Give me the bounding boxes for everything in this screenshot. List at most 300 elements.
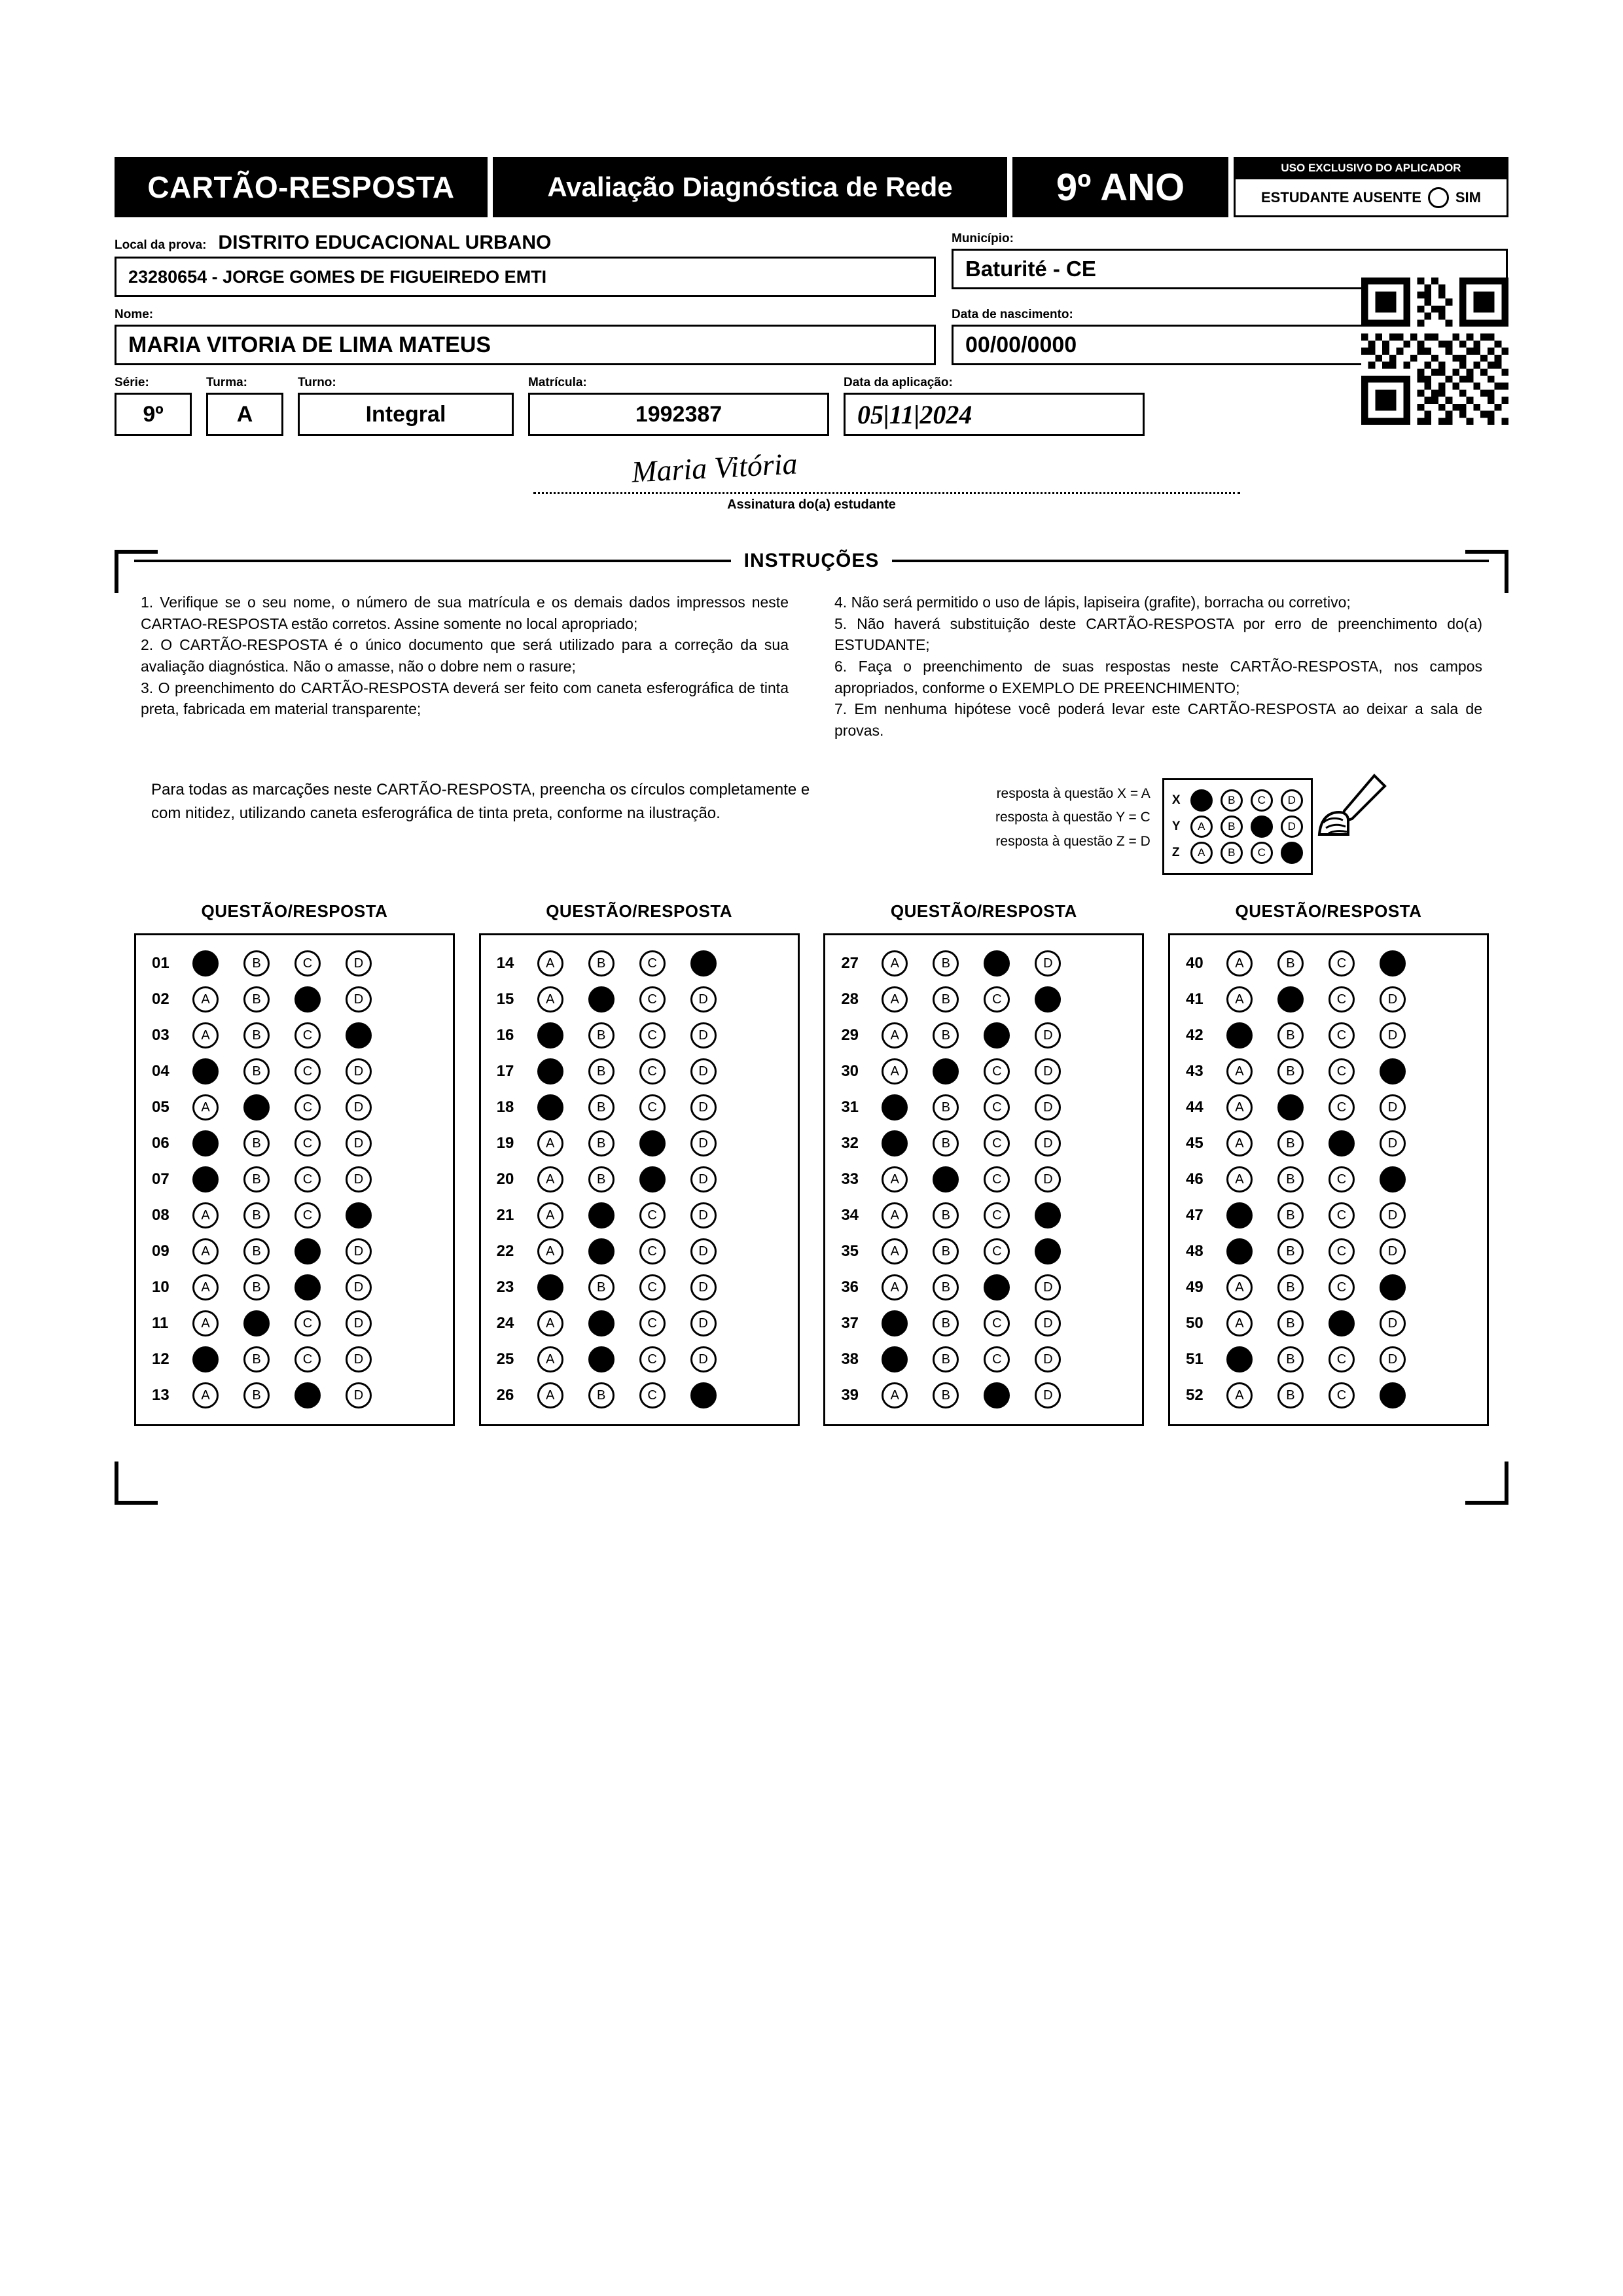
row-nome-nascimento (115, 308, 1508, 365)
answer-bubble-c[interactable]: C (294, 1310, 321, 1336)
answer-options (1226, 1058, 1406, 1085)
answer-bubble-a[interactable] (882, 1130, 908, 1157)
answer-bubble-a[interactable] (882, 1310, 908, 1336)
answer-bubble-a[interactable]: A (537, 950, 563, 977)
answer-bubble-a[interactable] (1226, 1346, 1253, 1372)
ausente-bubble[interactable] (1428, 187, 1449, 208)
answer-bubble-b[interactable]: B (588, 1058, 615, 1085)
corner-mark-bottom-left (115, 1462, 158, 1505)
answer-bubble-a[interactable] (192, 1130, 219, 1157)
example-bubble-c[interactable]: C (1251, 789, 1273, 812)
question-number: 30 (841, 1062, 859, 1081)
answer-bubble-d[interactable]: D (1035, 1022, 1061, 1049)
answer-bubble-c[interactable]: C (639, 1346, 666, 1372)
row-local-municipio (115, 232, 1508, 297)
answer-bubble-b[interactable]: B (243, 1130, 270, 1157)
answer-bubble-d[interactable]: D (346, 1310, 372, 1336)
uso-exclusivo-label: USO EXCLUSIVO DO APLICADOR (1234, 157, 1508, 179)
answer-bubble-b[interactable]: B (933, 986, 959, 1013)
instructions-title-row (134, 550, 1489, 572)
example-bubble-c[interactable]: C (1251, 842, 1273, 864)
answer-bubble-b[interactable]: B (588, 1022, 615, 1049)
question-number: 27 (841, 954, 859, 973)
answer-bubble-a[interactable] (192, 1346, 219, 1372)
answer-bubble-d[interactable]: D (346, 1094, 372, 1121)
answer-bubble-c[interactable]: C (1329, 1166, 1355, 1193)
answer-bubble-c[interactable]: C (639, 950, 666, 977)
answer-bubble-b[interactable]: B (243, 1022, 270, 1049)
answers-column (479, 933, 800, 1426)
answer-bubble-b[interactable]: B (243, 1238, 270, 1265)
answer-bubble-d[interactable]: D (346, 1238, 372, 1265)
answer-bubble-c[interactable]: C (1329, 1382, 1355, 1408)
answer-bubble-a[interactable]: A (192, 1202, 219, 1229)
answer-bubble-a[interactable]: A (882, 1238, 908, 1265)
answer-bubble-b[interactable] (933, 1058, 959, 1085)
answer-options (192, 1346, 372, 1372)
answer-bubble-d[interactable]: D (690, 1058, 717, 1085)
question-number: 39 (841, 1386, 859, 1405)
answer-bubble-a[interactable]: A (882, 950, 908, 977)
answer-bubble-b[interactable]: B (933, 1310, 959, 1336)
answer-bubble-c[interactable]: C (1329, 950, 1355, 977)
answer-bubble-a[interactable] (1226, 1202, 1253, 1229)
example-bubble-b[interactable]: B (1221, 842, 1243, 864)
answer-bubble-c[interactable]: C (639, 1310, 666, 1336)
answer-bubble-d[interactable]: D (1035, 1382, 1061, 1408)
answer-bubble-c[interactable]: C (984, 1166, 1010, 1193)
answer-bubble-a[interactable]: A (192, 986, 219, 1013)
answer-bubble-b[interactable] (588, 1238, 615, 1265)
answer-bubble-b[interactable]: B (1277, 950, 1304, 977)
answer-bubble-d[interactable]: D (346, 950, 372, 977)
answer-bubble-a[interactable]: A (1226, 1274, 1253, 1300)
answer-bubble-d[interactable] (690, 1382, 717, 1408)
corner-mark-bottom-right (1465, 1462, 1508, 1505)
answer-bubble-a[interactable]: A (192, 1382, 219, 1408)
answer-bubble-a[interactable]: A (1226, 1130, 1253, 1157)
answer-bubble-c[interactable] (294, 1238, 321, 1265)
answer-bubble-b[interactable]: B (933, 950, 959, 977)
example-bubble-b[interactable]: B (1221, 789, 1243, 812)
answer-bubble-c[interactable]: C (1329, 1202, 1355, 1229)
answer-row (143, 1126, 446, 1162)
answer-bubble-a[interactable]: A (1226, 1058, 1253, 1085)
answer-row (1177, 1054, 1480, 1090)
answer-bubble-a[interactable] (1226, 1238, 1253, 1265)
question-number: 44 (1185, 1098, 1204, 1117)
answer-bubble-c[interactable]: C (639, 986, 666, 1013)
answer-bubble-c[interactable]: C (294, 1022, 321, 1049)
answer-bubble-c[interactable]: C (639, 1094, 666, 1121)
answer-bubble-a[interactable] (1226, 1022, 1253, 1049)
example-illustration (995, 778, 1390, 875)
answer-bubble-c[interactable] (639, 1130, 666, 1157)
answer-bubble-a[interactable]: A (537, 1130, 563, 1157)
answer-bubble-b[interactable]: B (1277, 1022, 1304, 1049)
answer-bubble-d[interactable]: D (346, 1382, 372, 1408)
answer-options (1226, 1346, 1406, 1372)
answer-bubble-b[interactable] (1277, 986, 1304, 1013)
answer-bubble-a[interactable]: A (192, 1238, 219, 1265)
answer-options (537, 950, 717, 977)
answer-bubble-c[interactable]: C (639, 1382, 666, 1408)
answer-bubble-c[interactable]: C (294, 1058, 321, 1085)
answer-bubble-a[interactable]: A (537, 986, 563, 1013)
answer-bubble-a[interactable]: A (192, 1310, 219, 1336)
answer-bubble-a[interactable] (882, 1094, 908, 1121)
header-bar (115, 157, 1508, 217)
answer-bubble-b[interactable]: B (933, 1346, 959, 1372)
answer-row (832, 1018, 1135, 1054)
answer-options (537, 1166, 717, 1193)
answer-bubble-b[interactable]: B (243, 1274, 270, 1300)
answer-bubble-b[interactable]: B (933, 1274, 959, 1300)
answer-bubble-d[interactable] (1035, 986, 1061, 1013)
answer-bubble-b[interactable]: B (1277, 1238, 1304, 1265)
answer-bubble-d[interactable]: D (1035, 1310, 1061, 1336)
answer-bubble-c[interactable] (1329, 1130, 1355, 1157)
answer-bubble-b[interactable] (243, 1310, 270, 1336)
question-number: 51 (1185, 1350, 1204, 1369)
answer-bubble-d[interactable] (346, 1022, 372, 1049)
nome-label: Nome: (115, 308, 154, 321)
answer-bubble-d[interactable]: D (1380, 1202, 1406, 1229)
answer-bubble-d[interactable]: D (1035, 1058, 1061, 1085)
answer-bubble-c[interactable]: C (639, 1202, 666, 1229)
answer-bubble-d[interactable]: D (1380, 1238, 1406, 1265)
question-number: 29 (841, 1026, 859, 1045)
example-row (151, 778, 1482, 875)
answer-bubble-a[interactable]: A (1226, 1166, 1253, 1193)
answer-bubble-d[interactable] (1380, 1166, 1406, 1193)
answer-bubble-d[interactable]: D (1380, 1130, 1406, 1157)
answer-bubble-d[interactable]: D (346, 986, 372, 1013)
answer-bubble-d[interactable]: D (1035, 1166, 1061, 1193)
answer-options (192, 1058, 372, 1085)
answer-bubble-c[interactable] (639, 1166, 666, 1193)
example-label-y: resposta à questão Y = C (995, 810, 1150, 825)
answer-bubble-c[interactable] (294, 986, 321, 1013)
answer-bubble-c[interactable]: C (1329, 1022, 1355, 1049)
answer-bubble-c[interactable] (1329, 1310, 1355, 1336)
answer-bubble-d[interactable] (346, 1202, 372, 1229)
answer-row (1177, 1378, 1480, 1414)
answer-row (832, 1306, 1135, 1342)
answer-bubble-d[interactable]: D (1380, 986, 1406, 1013)
answer-options (1226, 950, 1406, 977)
answer-bubble-b[interactable]: B (1277, 1274, 1304, 1300)
answer-bubble-b[interactable]: B (933, 1130, 959, 1157)
answer-row (1177, 982, 1480, 1018)
answer-row (832, 1054, 1135, 1090)
nascimento-value: 00/00/0000 (952, 325, 1508, 365)
ano-title: 9º ANO (1012, 157, 1228, 217)
answer-bubble-c[interactable]: C (294, 1094, 321, 1121)
answer-bubble-c[interactable]: C (984, 1130, 1010, 1157)
answer-bubble-c[interactable]: C (984, 1202, 1010, 1229)
answer-bubble-b[interactable]: B (1277, 1310, 1304, 1336)
answer-bubble-b[interactable]: B (1277, 1382, 1304, 1408)
answer-bubble-d[interactable]: D (1035, 1130, 1061, 1157)
answer-bubble-c[interactable]: C (984, 1094, 1010, 1121)
answer-bubble-b[interactable]: B (933, 1022, 959, 1049)
question-number: 10 (152, 1278, 169, 1297)
answer-bubble-a[interactable]: A (1226, 1310, 1253, 1336)
answer-bubble-b[interactable]: B (933, 1238, 959, 1265)
answer-bubble-a[interactable] (537, 1094, 563, 1121)
answer-bubble-a[interactable] (882, 1346, 908, 1372)
answer-bubble-a[interactable]: A (1226, 950, 1253, 977)
answer-bubble-d[interactable]: D (690, 1094, 717, 1121)
answer-bubble-b[interactable]: B (243, 1202, 270, 1229)
answer-bubble-c[interactable] (984, 950, 1010, 977)
answer-bubble-b[interactable]: B (243, 1058, 270, 1085)
answer-bubble-d[interactable]: D (1380, 1310, 1406, 1336)
answer-bubble-a[interactable] (537, 1274, 563, 1300)
answer-bubble-b[interactable]: B (588, 1382, 615, 1408)
answer-bubble-c[interactable]: C (294, 1202, 321, 1229)
estudante-ausente-label: ESTUDANTE AUSENTE (1261, 188, 1421, 206)
uso-exclusivo-box (1234, 157, 1508, 217)
answer-row (488, 1342, 791, 1378)
answer-bubble-b[interactable]: B (1277, 1058, 1304, 1085)
answer-bubble-a[interactable]: A (882, 1202, 908, 1229)
example-row-x (1172, 789, 1303, 812)
answer-row (832, 1162, 1135, 1198)
turno-value: Integral (298, 393, 514, 436)
answer-bubble-c[interactable]: C (294, 1166, 321, 1193)
answer-bubble-b[interactable] (588, 1310, 615, 1336)
answer-bubble-d[interactable]: D (690, 1022, 717, 1049)
answer-row (832, 1198, 1135, 1234)
answer-bubble-b[interactable] (588, 986, 615, 1013)
answer-bubble-b[interactable] (588, 1346, 615, 1372)
question-number: 02 (152, 990, 169, 1009)
answer-row (143, 1306, 446, 1342)
answer-bubble-a[interactable]: A (882, 986, 908, 1013)
answer-bubble-c[interactable]: C (1329, 1058, 1355, 1085)
answer-bubble-d[interactable] (1380, 1382, 1406, 1408)
answer-bubble-d[interactable]: D (690, 1310, 717, 1336)
answer-bubble-a[interactable]: A (882, 1382, 908, 1408)
answer-bubble-c[interactable] (984, 1274, 1010, 1300)
answer-bubble-a[interactable] (192, 950, 219, 977)
answer-bubble-c[interactable] (984, 1382, 1010, 1408)
question-number: 31 (841, 1098, 859, 1117)
answer-bubble-a[interactable]: A (537, 1346, 563, 1372)
answer-bubble-d[interactable]: D (346, 1130, 372, 1157)
answer-bubble-b[interactable]: B (243, 1382, 270, 1408)
question-number: 09 (152, 1242, 169, 1261)
answer-bubble-d[interactable] (690, 950, 717, 977)
answers-section (115, 901, 1508, 1465)
answer-bubble-d[interactable] (1035, 1202, 1061, 1229)
answer-bubble-a[interactable]: A (192, 1022, 219, 1049)
answers-header-2: QUESTÃO/RESPOSTA (546, 901, 733, 921)
example-bubble-d[interactable]: D (1281, 816, 1303, 838)
answer-bubble-b[interactable]: B (588, 1094, 615, 1121)
answer-bubble-c[interactable]: C (294, 1130, 321, 1157)
answer-bubble-d[interactable]: D (690, 1202, 717, 1229)
answer-bubble-d[interactable]: D (1035, 1094, 1061, 1121)
answer-bubble-a[interactable]: A (1226, 986, 1253, 1013)
answer-options (882, 1274, 1061, 1300)
answer-bubble-d[interactable] (1380, 950, 1406, 977)
answer-bubble-c[interactable]: C (984, 1310, 1010, 1336)
answer-bubble-b[interactable]: B (243, 950, 270, 977)
answer-bubble-c[interactable]: C (639, 1058, 666, 1085)
answer-row (143, 1090, 446, 1126)
answer-options (882, 1166, 1061, 1193)
answer-bubble-c[interactable] (294, 1274, 321, 1300)
answer-bubble-a[interactable]: A (1226, 1382, 1253, 1408)
answer-bubble-a[interactable]: A (537, 1166, 563, 1193)
signature-area (115, 446, 1508, 525)
answer-bubble-b[interactable]: B (933, 1202, 959, 1229)
answer-bubble-b[interactable] (588, 1202, 615, 1229)
answer-bubble-a[interactable]: A (1226, 1094, 1253, 1121)
answer-bubble-b[interactable]: B (243, 1346, 270, 1372)
answer-bubble-d[interactable]: D (346, 1166, 372, 1193)
answer-bubble-c[interactable]: C (294, 1346, 321, 1372)
answer-bubble-b[interactable] (243, 1094, 270, 1121)
answer-bubble-a[interactable]: A (882, 1058, 908, 1085)
example-bubble-d[interactable]: D (1281, 842, 1303, 864)
example-bubble-b[interactable]: B (1221, 816, 1243, 838)
answer-bubble-b[interactable]: B (933, 1382, 959, 1408)
answer-bubble-a[interactable]: A (537, 1238, 563, 1265)
answer-bubble-d[interactable]: D (690, 1130, 717, 1157)
answer-bubble-a[interactable] (192, 1058, 219, 1085)
answer-bubble-c[interactable] (294, 1382, 321, 1408)
field-turma (206, 376, 283, 436)
answer-bubble-d[interactable]: D (346, 1346, 372, 1372)
answer-bubble-c[interactable]: C (984, 1238, 1010, 1265)
answer-bubble-b[interactable]: B (588, 1130, 615, 1157)
answer-bubble-c[interactable]: C (1329, 1094, 1355, 1121)
answer-bubble-d[interactable]: D (690, 1346, 717, 1372)
question-number: 13 (152, 1386, 169, 1405)
cartao-resposta-title: CARTÃO-RESPOSTA (115, 157, 488, 217)
answer-row (832, 1342, 1135, 1378)
answer-bubble-a[interactable]: A (192, 1094, 219, 1121)
answer-bubble-a[interactable]: A (537, 1382, 563, 1408)
answer-bubble-d[interactable]: D (1380, 1094, 1406, 1121)
answer-bubble-b[interactable]: B (243, 986, 270, 1013)
example-bubble-a[interactable]: A (1190, 789, 1213, 812)
nascimento-label: Data de nascimento: (952, 308, 1073, 321)
question-number: 38 (841, 1350, 859, 1369)
answer-bubble-b[interactable]: B (1277, 1346, 1304, 1372)
answer-bubble-a[interactable]: A (882, 1274, 908, 1300)
answer-bubble-d[interactable]: D (1380, 1346, 1406, 1372)
answer-bubble-d[interactable]: D (346, 1058, 372, 1085)
answer-bubble-a[interactable] (192, 1166, 219, 1193)
answer-row (488, 1126, 791, 1162)
answer-bubble-a[interactable] (537, 1058, 563, 1085)
answer-bubble-c[interactable]: C (984, 986, 1010, 1013)
answer-bubble-c[interactable]: C (639, 1022, 666, 1049)
answer-bubble-c[interactable] (984, 1022, 1010, 1049)
answer-bubble-c[interactable]: C (1329, 1238, 1355, 1265)
answers-column (823, 933, 1144, 1426)
question-number: 22 (496, 1242, 514, 1261)
question-number: 15 (496, 990, 514, 1009)
answer-bubble-b[interactable]: B (933, 1094, 959, 1121)
answer-row (488, 1090, 791, 1126)
answer-bubble-d[interactable] (1380, 1274, 1406, 1300)
example-bubble-d[interactable]: D (1281, 789, 1303, 812)
data-aplicacao-label: Data da aplicação: (844, 376, 953, 389)
answer-bubble-d[interactable]: D (1035, 950, 1061, 977)
answer-bubble-c[interactable]: C (984, 1058, 1010, 1085)
answer-bubble-c[interactable]: C (1329, 1346, 1355, 1372)
answer-bubble-a[interactable]: A (537, 1310, 563, 1336)
answer-bubble-d[interactable]: D (1035, 1346, 1061, 1372)
answer-bubble-a[interactable]: A (192, 1274, 219, 1300)
example-bubble-a[interactable]: A (1190, 842, 1213, 864)
signature-caption: Assinatura do(a) estudante (727, 497, 896, 512)
answer-row (1177, 1342, 1480, 1378)
answer-bubble-d[interactable]: D (690, 1238, 717, 1265)
answer-bubble-d[interactable] (1035, 1238, 1061, 1265)
local-title: DISTRITO EDUCACIONAL URBANO (218, 232, 552, 253)
answer-bubble-b[interactable]: B (588, 950, 615, 977)
answer-bubble-d[interactable]: D (690, 1274, 717, 1300)
answer-bubble-d[interactable]: D (1035, 1274, 1061, 1300)
example-bubble-c[interactable]: C (1251, 816, 1273, 838)
question-number: 04 (152, 1062, 169, 1081)
answer-bubble-b[interactable]: B (1277, 1130, 1304, 1157)
answer-bubble-c[interactable]: C (639, 1274, 666, 1300)
answer-bubble-a[interactable]: A (537, 1202, 563, 1229)
answer-bubble-c[interactable]: C (1329, 1274, 1355, 1300)
answer-bubble-d[interactable]: D (690, 986, 717, 1013)
answer-options (882, 1130, 1061, 1157)
answer-bubble-b[interactable] (933, 1166, 959, 1193)
answer-row (143, 946, 446, 982)
answer-bubble-a[interactable]: A (882, 1022, 908, 1049)
answer-options (1226, 1274, 1406, 1300)
answer-bubble-a[interactable]: A (882, 1166, 908, 1193)
question-number: 28 (841, 990, 859, 1009)
answer-row (1177, 1234, 1480, 1270)
example-row-y (1172, 816, 1303, 838)
answer-bubble-d[interactable]: D (1380, 1022, 1406, 1049)
answer-options (537, 1058, 717, 1085)
answer-bubble-b[interactable] (1277, 1094, 1304, 1121)
answer-options (882, 1382, 1061, 1408)
answer-bubble-d[interactable] (1380, 1058, 1406, 1085)
answer-bubble-b[interactable]: B (588, 1274, 615, 1300)
corner-mark-top-right (1465, 550, 1508, 593)
answer-row (143, 1378, 446, 1414)
example-bubble-a[interactable]: A (1190, 816, 1213, 838)
answer-bubble-c[interactable]: C (1329, 986, 1355, 1013)
answer-bubble-c[interactable]: C (639, 1238, 666, 1265)
answer-bubble-b[interactable]: B (243, 1166, 270, 1193)
answer-bubble-b[interactable]: B (1277, 1166, 1304, 1193)
answer-bubble-d[interactable]: D (690, 1166, 717, 1193)
answer-bubble-b[interactable]: B (588, 1166, 615, 1193)
answer-bubble-d[interactable]: D (346, 1274, 372, 1300)
answer-bubble-b[interactable]: B (1277, 1202, 1304, 1229)
answer-bubble-c[interactable]: C (294, 950, 321, 977)
example-bubble-grid (1162, 778, 1313, 875)
answer-bubble-c[interactable]: C (984, 1346, 1010, 1372)
answer-bubble-a[interactable] (537, 1022, 563, 1049)
